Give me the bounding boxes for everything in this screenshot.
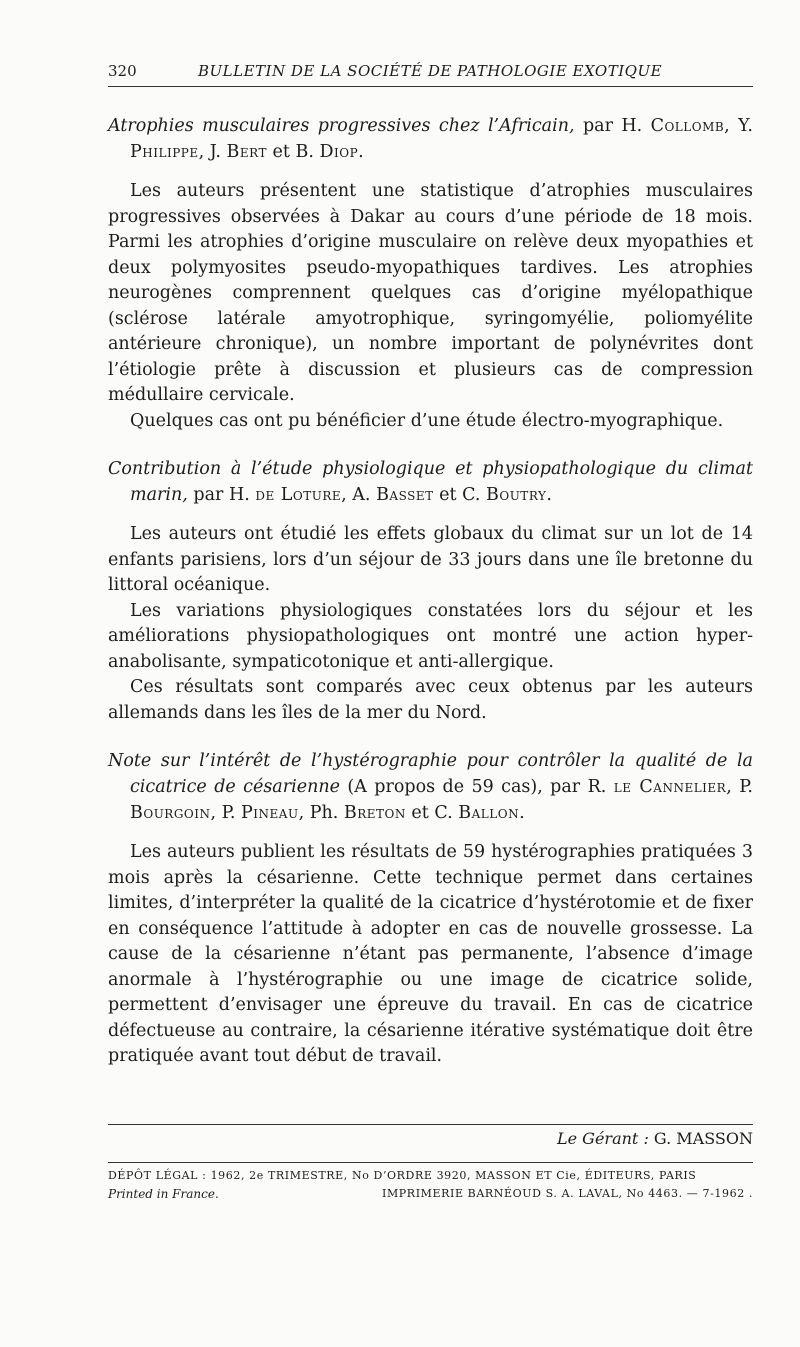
article-1-sep2: , Y. xyxy=(724,116,753,136)
article-1-sep: par H. xyxy=(574,116,651,136)
article-2-title-text: Contribution à l’étude physiologique et physiopathologique du climat marin, xyxy=(108,459,753,505)
imprint xyxy=(108,1167,753,1203)
article-1-sep4: et B. xyxy=(266,142,320,162)
printed-in: Printed in France. xyxy=(108,1186,219,1201)
header-rule xyxy=(108,86,753,87)
footer-rule xyxy=(108,1162,753,1163)
article-1-title xyxy=(108,113,753,165)
article-2-paragraph-2: Les variations physiologiques constatées lors du séjour et les améliorations physiopathologiques ont montré une action hyper-anabolisante, sympaticotonique et anti-allergique. xyxy=(108,600,753,672)
printer: IMPRIMERIE BARNÉOUD S. A. LAVAL, No 4463. — 7-1962 . xyxy=(382,1186,753,1200)
page-number: 320 xyxy=(108,62,137,80)
imprint-line-1 xyxy=(108,1167,753,1185)
article-3-title-plain: (A propos de 59 cas), par R. xyxy=(339,777,614,797)
article-2-sep: par H. xyxy=(187,485,256,505)
article-1-author-1: Collomb xyxy=(650,116,725,136)
imprint-line-2 xyxy=(108,1185,753,1203)
article-2-author-2: Basset xyxy=(376,485,434,505)
article-2-paragraph-1: Les auteurs ont étudié les effets globaux du climat sur un lot de 14 enfants parisiens, lors d’un séjour de 33 jours dans une île bretonne du littoral océanique. xyxy=(108,524,753,595)
article-2-end: . xyxy=(546,485,552,505)
article-1-author-2: Philippe xyxy=(130,142,199,162)
legal-deposit: DÉPÔT LÉGAL : 1962, 2e TRIMESTRE, No D’ORDRE 3920, MASSON ET Cie, ÉDITEURS, PARIS xyxy=(108,1168,697,1182)
article-3-title-text: Note sur l’intérêt de l’hystérographie pour contrôler la qualité de la cicatrice de césarienne xyxy=(108,751,753,797)
article-1-sep3: , J. xyxy=(198,142,227,162)
article-1-author-3: Bert xyxy=(226,142,267,162)
article-3-sep3: , P. xyxy=(210,803,241,823)
article-3-author-4: Breton xyxy=(343,803,406,823)
article-1-title-text: Atrophies musculaires progressives chez l’Africain, xyxy=(108,116,575,136)
article-1-author-4: Diop xyxy=(319,142,359,162)
article-3-title xyxy=(108,748,753,826)
article-2-sep2: , A. xyxy=(341,485,377,505)
article-3-paragraph-1: Les auteurs publient les résultats de 59 hystérographies pratiquées 3 mois après la césarienne. Cette technique permet dans certaines limites, d’interpréter la qualité de la cicatrice d’hystérotomie et de fixer en conséquence l’attitude à adopter en cas de nouvelle grossesse. La cause de la césarienne n’étant pas permanente, l’absence d’image anormale à l’hystérographie ou une image de cicatrice solide, permettent d’envisager une épreuve du travail. En cas de cicatrice défectueuse au contraire, la césarienne itérative systématique doit être pratiquée avant tout début de travail. xyxy=(108,842,753,1066)
article-1-end: . xyxy=(358,142,364,162)
article-3-sep2: , P. xyxy=(726,777,753,797)
article-3-author-2: Bourgoin xyxy=(130,803,211,823)
running-head xyxy=(108,62,753,86)
article-3-sep4: , Ph. xyxy=(298,803,344,823)
article-3-author-3: Pineau xyxy=(241,803,299,823)
article-3-author-1: le Cannelier xyxy=(613,777,727,797)
article-3-author-5: Ballon xyxy=(458,803,520,823)
article-2-paragraph-3: Ces résultats sont comparés avec ceux obtenus par les auteurs allemands dans les îles de la mer du Nord. xyxy=(108,677,753,723)
gerant-label: Le Gérant : xyxy=(557,1128,649,1148)
page xyxy=(108,62,753,1203)
gerant-line xyxy=(108,1124,753,1148)
article-2-author-1: de Loture xyxy=(255,485,342,505)
article-3-sep5: et C. xyxy=(405,803,459,823)
article-2-sep3: et C. xyxy=(433,485,486,505)
article-1-paragraph-1: Les auteurs présentent une statistique d’atrophies musculaires progressives observées à Dakar au cours d’une période de 18 mois. Parmi les atrophies d’origine musculaire on relève deux myopathies et deux polymyosites pseudo-myopathiques tardives. Les atrophies neurogènes comprennent quelques cas d’origine myélopathique (sclérose latérale amyotrophique, syringomyélie, poliomyélite antérieure chronique), un nombre important de polynévrites dont l’étiologie prête à discussion et plusieurs cas de compression médullaire cervicale. xyxy=(108,181,753,405)
article-2-title xyxy=(108,456,753,508)
journal-title: BULLETIN DE LA SOCIÉTÉ DE PATHOLOGIE EXOTIQUE xyxy=(198,62,663,80)
article-2-author-3: Boutry xyxy=(486,485,547,505)
article-3-end: . xyxy=(519,803,525,823)
gerant-name: G. MASSON xyxy=(648,1128,753,1148)
article-1-paragraph-2: Quelques cas ont pu bénéficier d’une étude électro-myographique. xyxy=(130,410,724,431)
